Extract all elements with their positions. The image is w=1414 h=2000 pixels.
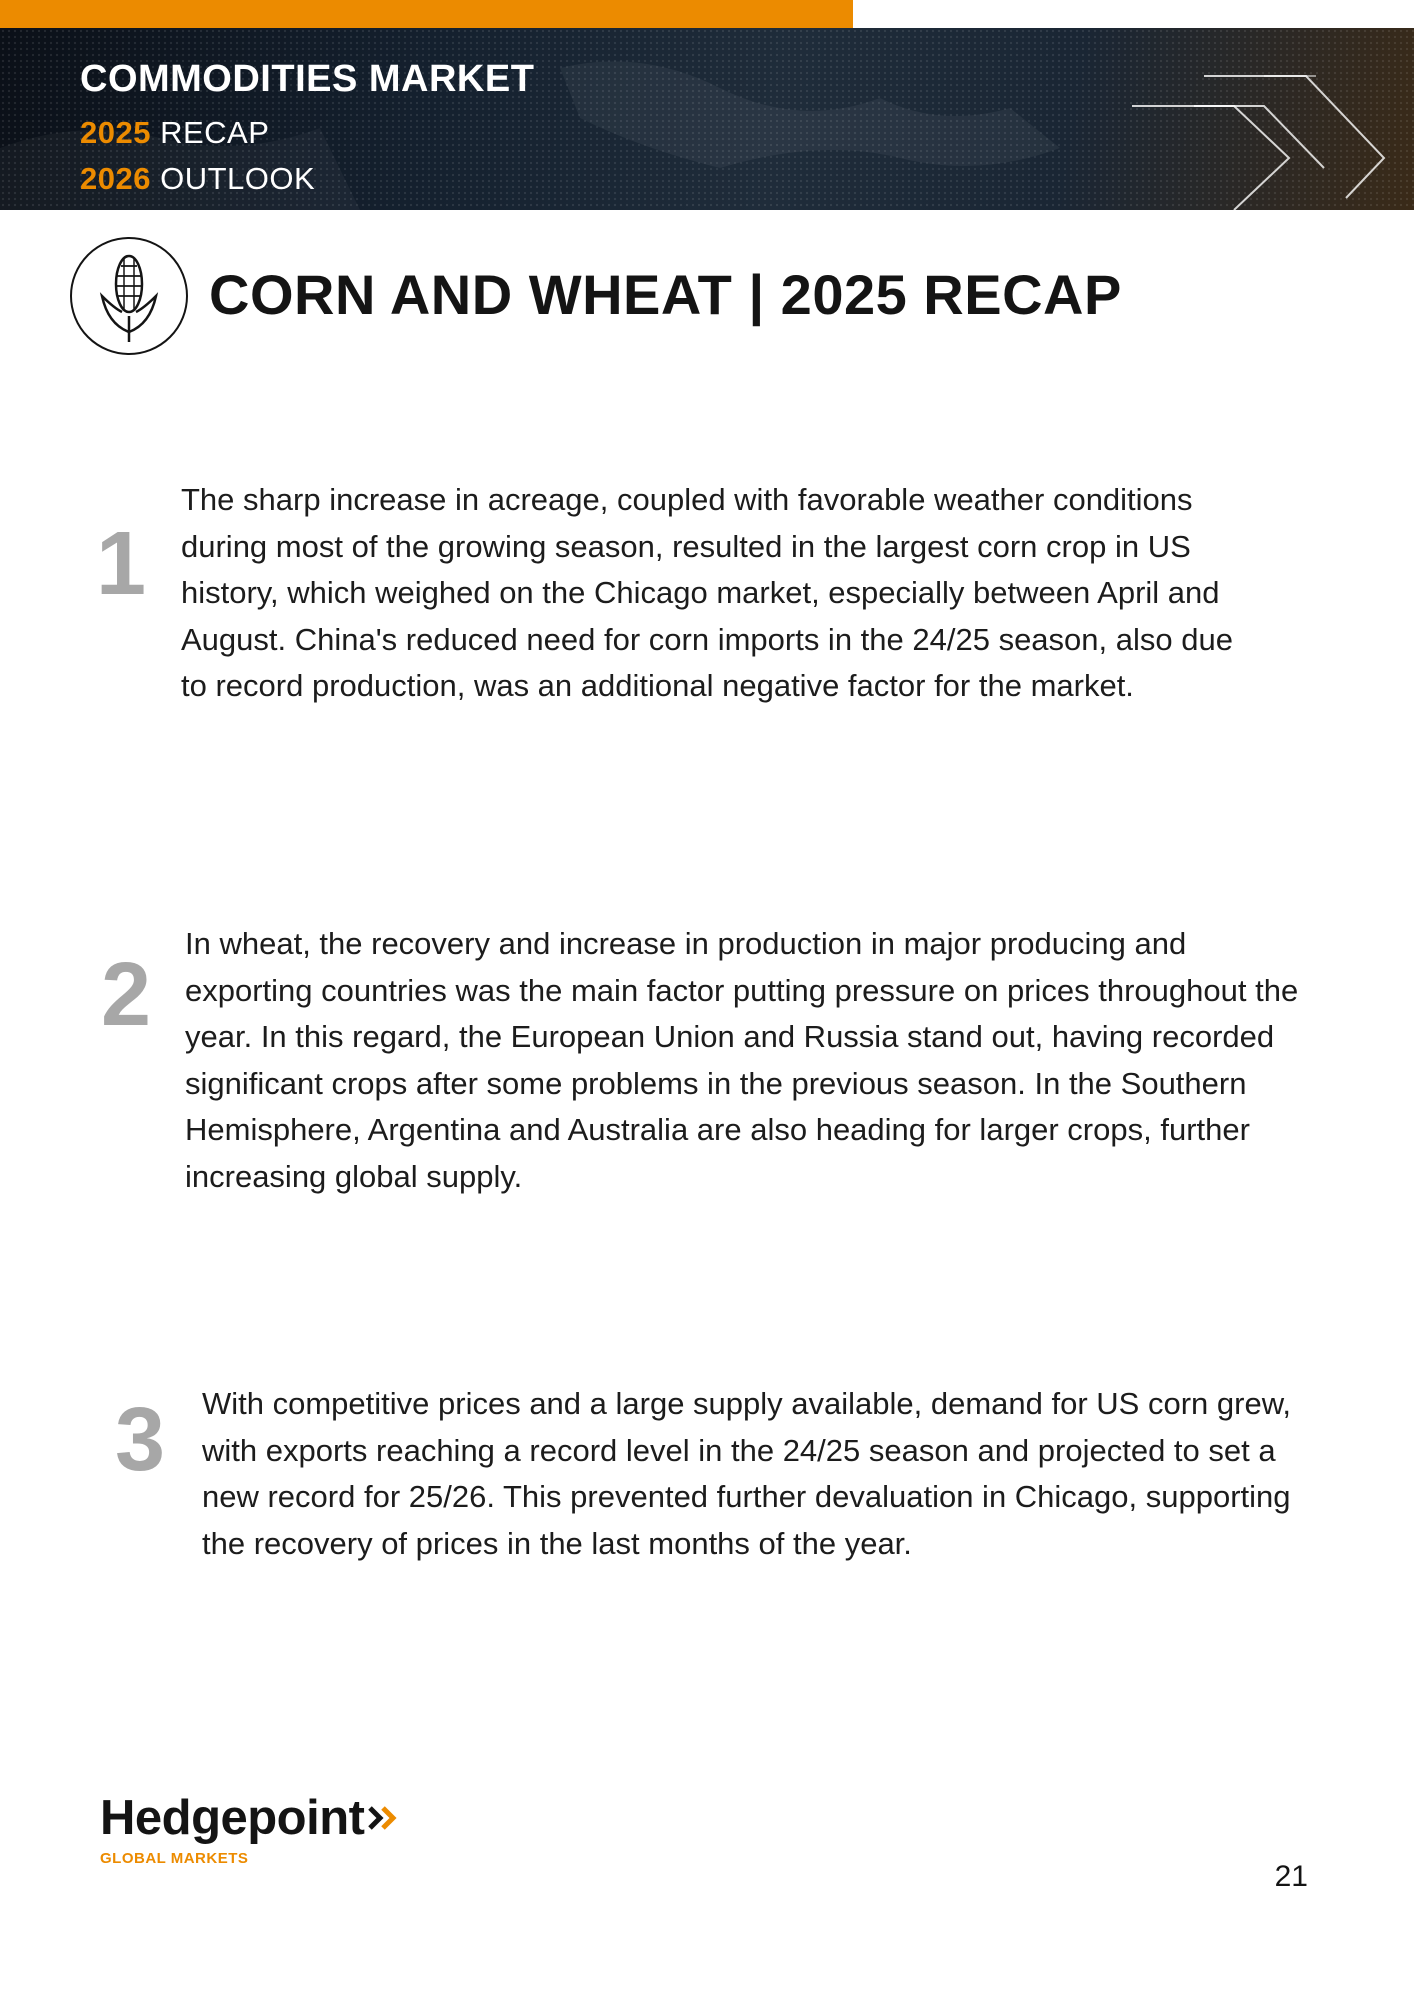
header-accent-bar — [0, 0, 853, 28]
item-text: With competitive prices and a large supply available, demand for US corn grew, with exports reaching a record level in the 24/25 season and projected to set a new record for 25/26. This prevented further devaluation in Chicago, supporting the recovery of prices in the last months of the year. — [202, 1386, 1291, 1561]
item-number: 1 — [96, 514, 147, 614]
page-header — [0, 28, 1414, 210]
outlook-year: 2026 — [80, 161, 151, 196]
report-title: COMMODITIES MARKET — [80, 58, 535, 100]
recap-line — [80, 115, 534, 151]
corn-icon-graphic — [94, 246, 164, 346]
logo-subtitle: GLOBAL MARKETS — [100, 1850, 249, 1867]
outlook-line — [80, 161, 534, 197]
outlook-label: OUTLOOK — [160, 161, 316, 196]
logo-name: Hedgepoint — [100, 1791, 365, 1845]
section-title: CORN AND WHEAT | 2025 RECAP — [209, 263, 1122, 326]
chevron-decoration-icon — [1084, 28, 1414, 210]
item-text: The sharp increase in acreage, coupled with favorable weather conditions during most of the growing season, resulted in the largest corn crop in US history, which weighed on the Chicago market, especially between April and August. China's reduced need for corn imports in the 24/25 season, also due to record production, was an additional negative factor for the market. — [181, 482, 1233, 703]
item-text: In wheat, the recovery and increase in production in major producing and exporting countries was the main factor putting pressure on prices throughout the year. In this regard, the European Union and Russia stand out, having recorded significant crops after some problems in the previous season. In the Southern Hemisphere, Argentina and Australia are also heading for larger crops, further increasing global supply. — [185, 926, 1299, 1194]
item-number: 3 — [115, 1390, 166, 1490]
corn-icon — [70, 237, 188, 355]
header-text-block — [80, 58, 534, 207]
item-number: 2 — [101, 945, 152, 1045]
page-number: 21 — [1274, 1860, 1308, 1893]
recap-year: 2025 — [80, 115, 151, 150]
company-logo — [100, 1790, 399, 1867]
logo-chevron-icon — [367, 1804, 399, 1832]
recap-label: RECAP — [160, 115, 270, 150]
logo-wordmark — [100, 1790, 399, 1846]
